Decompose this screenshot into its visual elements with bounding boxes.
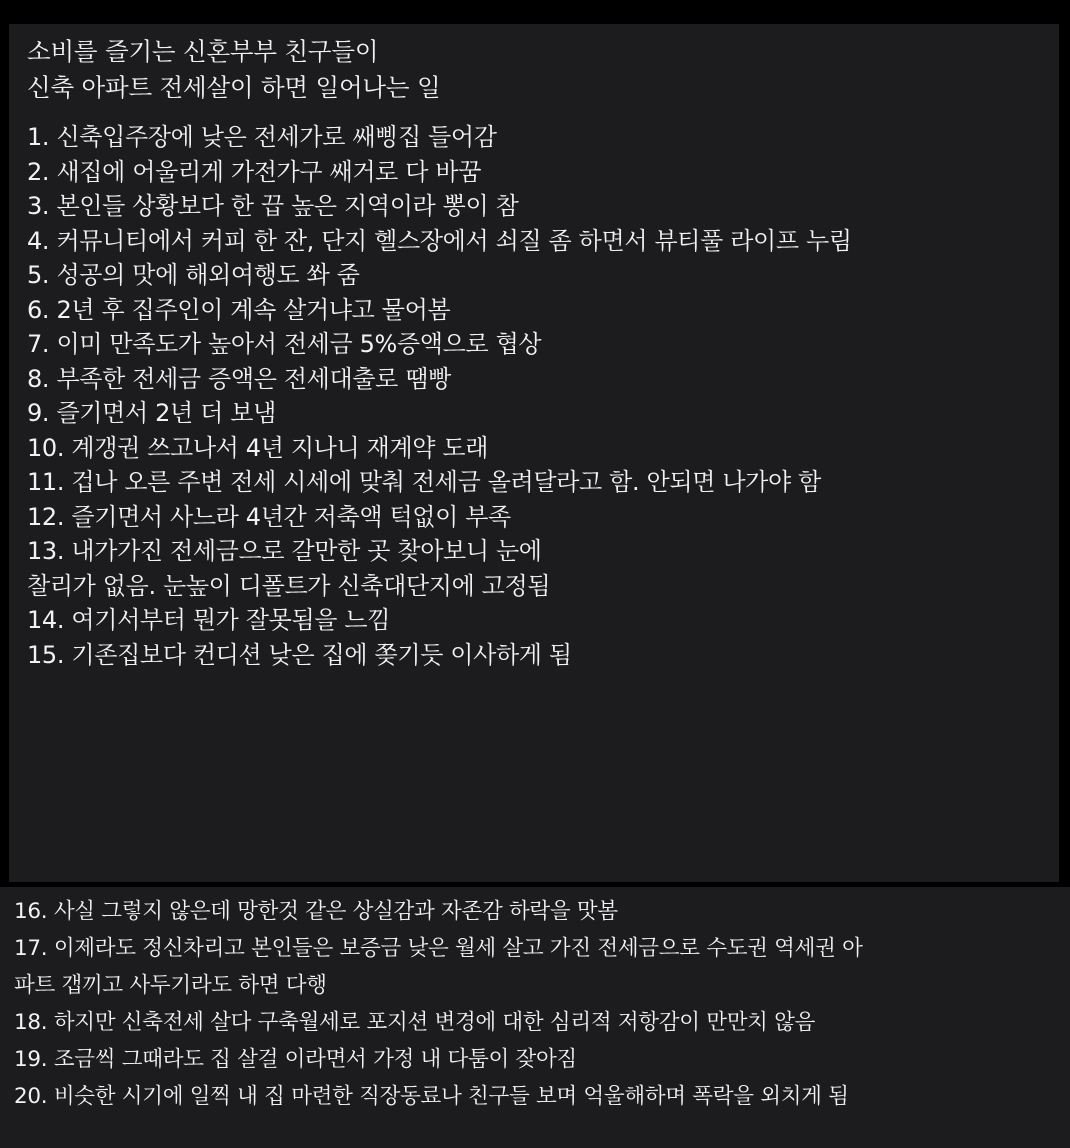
post-title-line: 소비를 즐기는 신혼부부 친구들이 [27, 37, 379, 66]
list-item: 2. 새집에 어울리게 가전가구 쌔거로 다 바꿈 [27, 157, 482, 186]
list-item: 11. 겁나 오른 주변 전세 시세에 맞춰 전세금 올려달라고 함. 안되면 나가야 함 [27, 468, 821, 496]
list-item: 4. 커뮤니티에서 커피 한 잔, 단지 헬스장에서 쇠질 좀 하면서 뷰티풀 라이프 누림 [27, 226, 852, 255]
list-item: 찰리가 없음. 눈높이 디폴트가 신축대단지에 고정됨 [27, 571, 551, 600]
list-item: 18. 하지만 신축전세 살다 구축월세로 포지션 변경에 대한 심리적 저항감이 만만치 않음 [14, 1010, 816, 1035]
list-item: 6. 2년 후 집주인이 계속 살거냐고 물어봄 [27, 295, 451, 324]
list-item: 파트 갭끼고 사두기라도 하면 다행 [14, 973, 327, 998]
list-item: 13. 내가가진 전세금으로 갈만한 곳 찾아보니 눈에 [27, 537, 542, 565]
list-item: 7. 이미 만족도가 높아서 전세금 5%증액으로 협상 [27, 330, 542, 358]
post-list-bottom [14, 893, 1070, 1115]
list-item: 5. 성공의 맛에 해외여행도 쏴 줌 [27, 261, 360, 289]
list-item: 17. 이제라도 정신차리고 본인들은 보증금 낮은 월세 살고 가진 전세금으로 수도권 역세권 아 [14, 936, 863, 961]
post-title-line: 신축 아파트 전세살이 하면 일어나는 일 [27, 73, 441, 102]
post-panel-top [9, 24, 1059, 882]
list-item: 8. 부족한 전세금 증액은 전세대출로 땜빵 [27, 364, 451, 393]
post-title [27, 34, 1059, 106]
list-item: 16. 사실 그렇지 않은데 망한것 같은 상실감과 자존감 하락을 맛봄 [14, 899, 618, 924]
list-item: 15. 기존집보다 컨디션 낮은 집에 쫒기듯 이사하게 됨 [27, 640, 572, 669]
list-item: 12. 즐기면서 사느라 4년간 저축액 턱없이 부족 [27, 502, 511, 531]
list-item: 20. 비슷한 시기에 일찍 내 집 마련한 직장동료나 친구들 보며 억울해하며 폭락을 외치게 됨 [14, 1084, 849, 1109]
list-item: 3. 본인들 상황보다 한 끕 높은 지역이라 뽕이 참 [27, 192, 519, 220]
post-list-top [27, 120, 1059, 672]
list-item: 9. 즐기면서 2년 더 보냄 [27, 399, 276, 427]
list-item: 10. 계갱권 쓰고나서 4년 지나니 재계약 도래 [27, 433, 489, 462]
list-item: 14. 여기서부터 뭔가 잘못됨을 느낌 [27, 606, 391, 634]
list-item: 19. 조금씩 그때라도 집 살걸 이라면서 가정 내 다툼이 잦아짐 [14, 1047, 577, 1072]
list-item: 1. 신축입주장에 낮은 전세가로 쌔삥집 들어감 [27, 123, 497, 151]
post-panel-bottom [0, 887, 1070, 1148]
